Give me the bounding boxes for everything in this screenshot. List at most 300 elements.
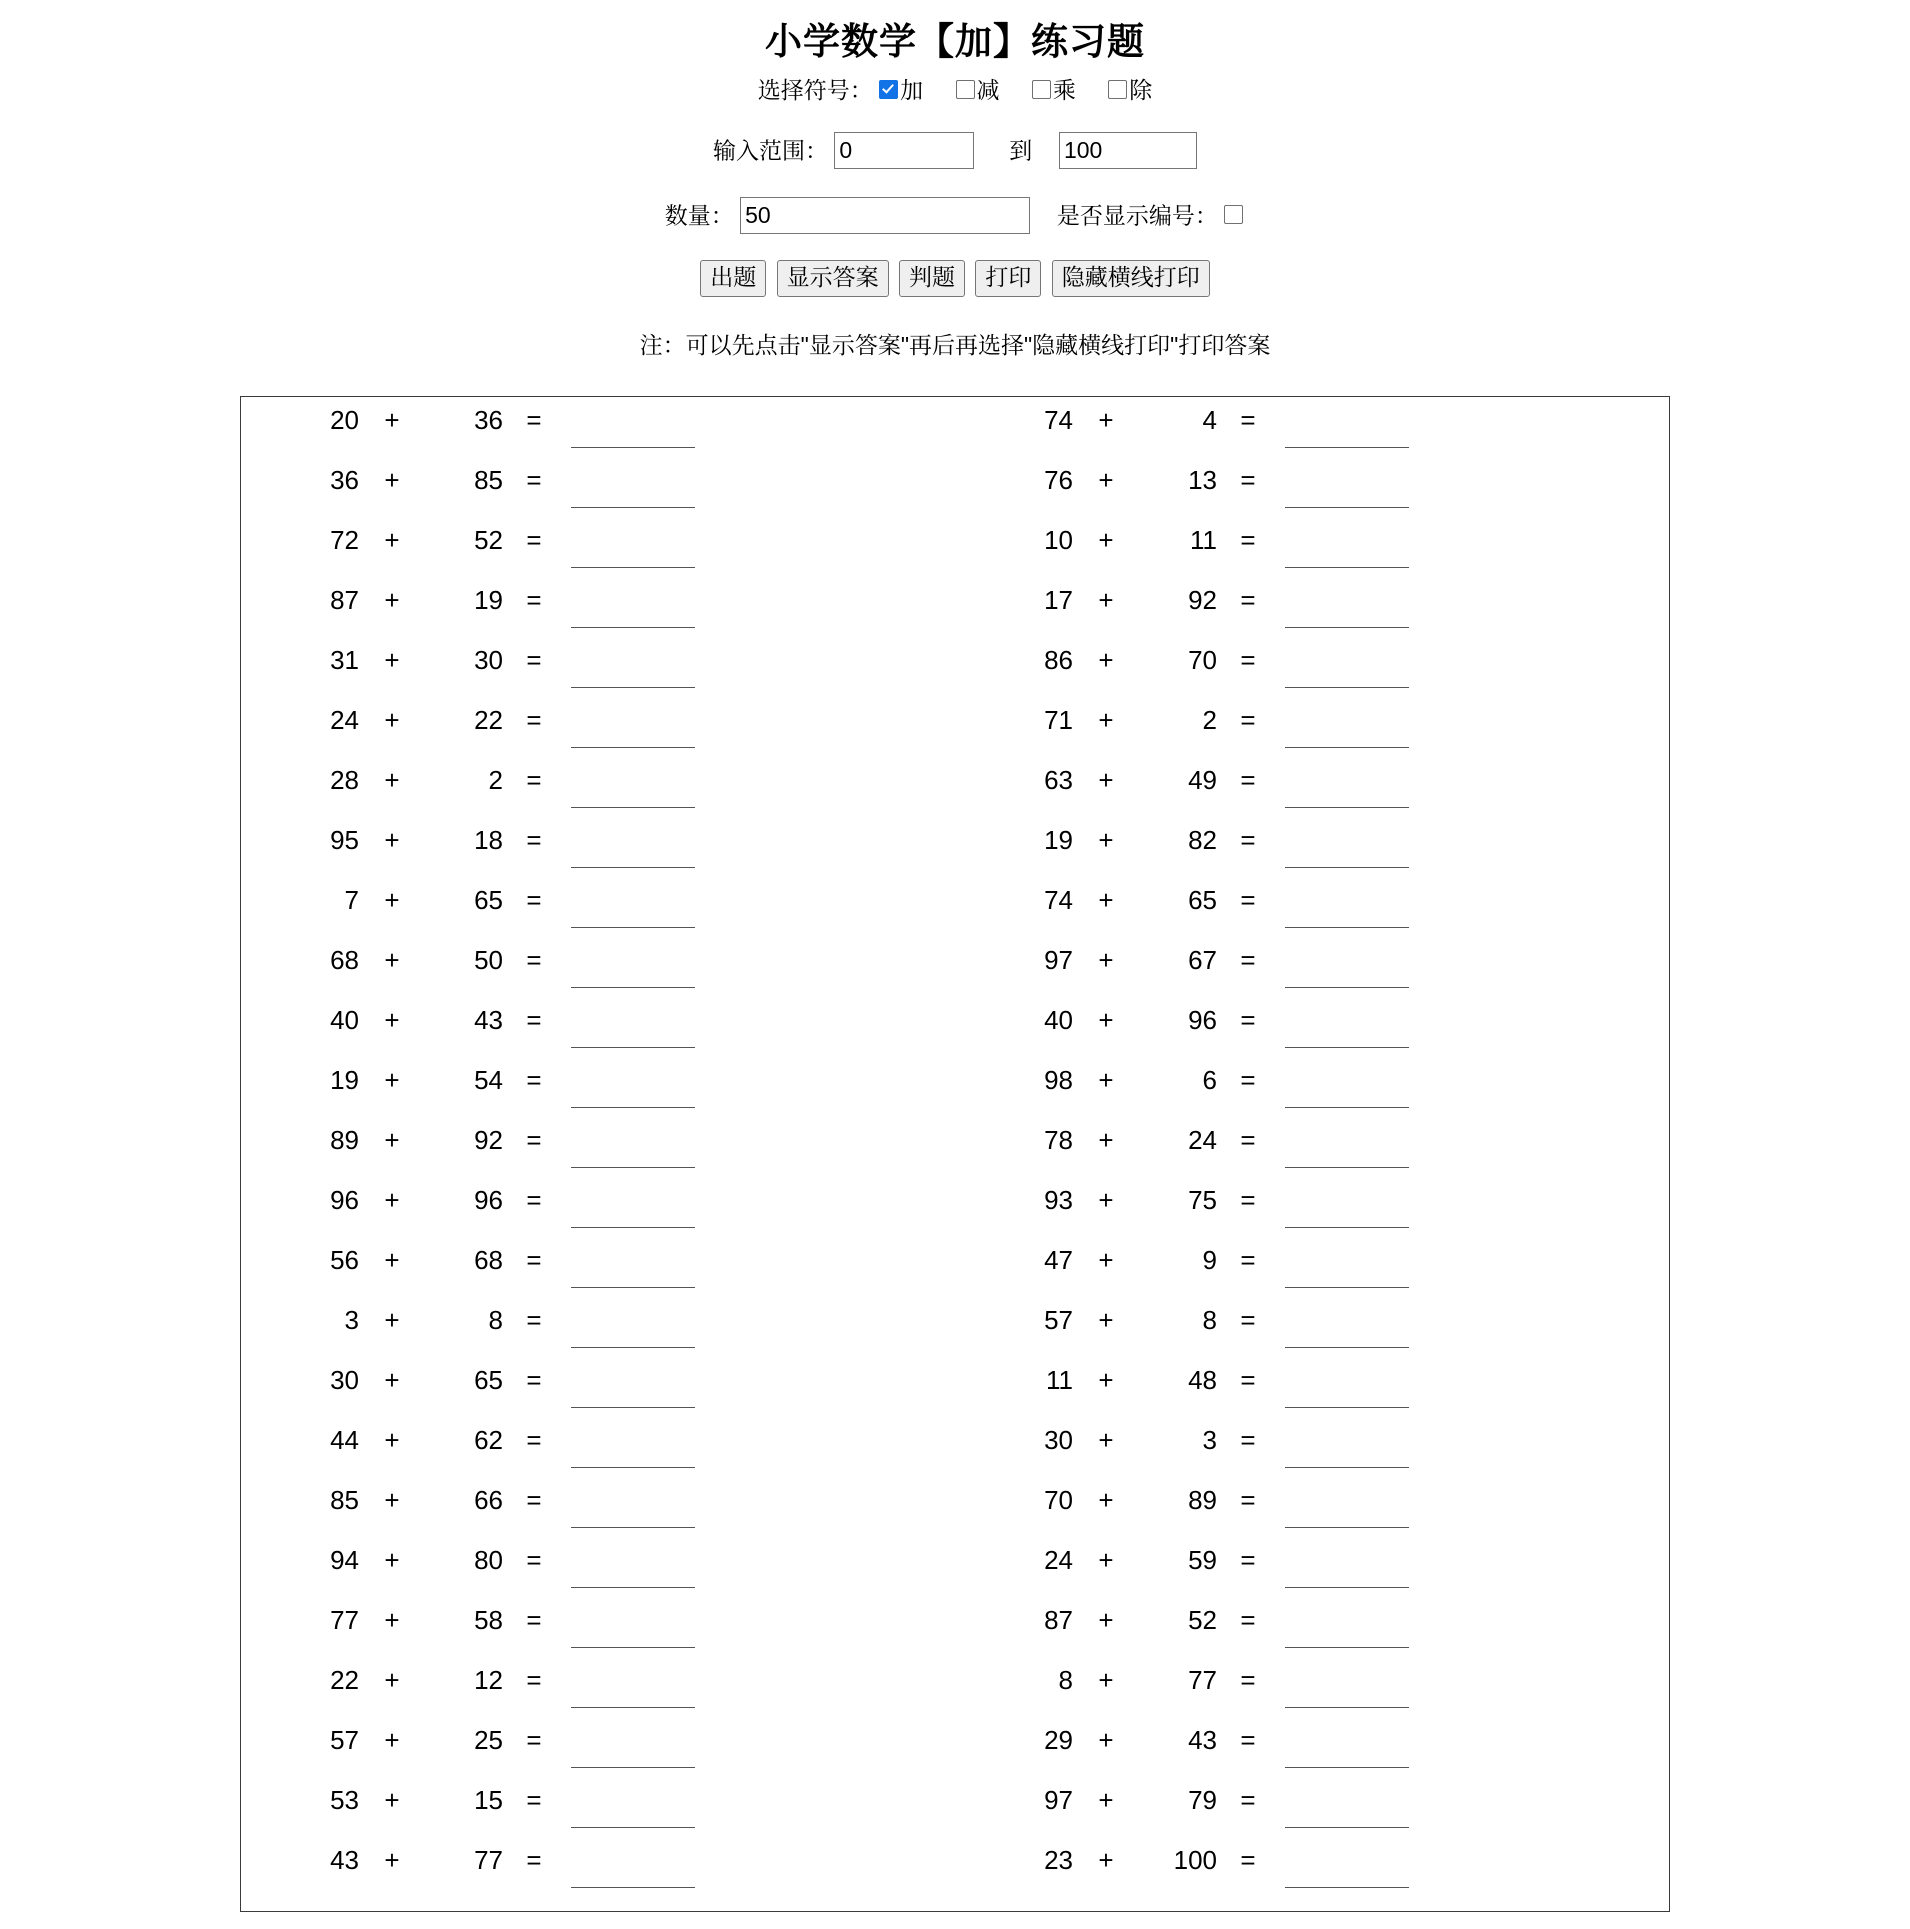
operand-b: 79 <box>1188 1785 1217 1816</box>
problem-item <box>241 585 955 645</box>
problem-item <box>955 1125 1669 1185</box>
equals-symbol: = <box>1240 1245 1256 1276</box>
operand-a: 86 <box>1044 645 1073 676</box>
equals-symbol: = <box>526 1725 542 1756</box>
operator-symbol: + <box>1098 525 1114 556</box>
operand-a: 87 <box>1044 1605 1073 1636</box>
operand-a: 31 <box>330 645 359 676</box>
problem-grid <box>241 405 1669 1905</box>
range-label: 输入范围： <box>713 137 829 164</box>
equals-symbol: = <box>526 1065 542 1096</box>
operand-a: 3 <box>344 1305 359 1336</box>
problem-row <box>241 1665 1669 1725</box>
problem-item <box>241 1305 955 1365</box>
operand-b: 50 <box>474 945 503 976</box>
answer-blank[interactable] <box>1285 593 1409 628</box>
operator-symbol: + <box>384 1425 400 1456</box>
operand-a: 72 <box>330 525 359 556</box>
problem-row <box>241 1605 1669 1665</box>
equals-symbol: = <box>526 1605 542 1636</box>
range-max-input[interactable] <box>1059 132 1197 169</box>
operand-a: 85 <box>330 1485 359 1516</box>
operand-a: 40 <box>330 1005 359 1036</box>
operand-a: 36 <box>330 465 359 496</box>
equals-symbol: = <box>526 1365 542 1396</box>
equals-symbol: = <box>526 1245 542 1276</box>
problem-row <box>241 1845 1669 1905</box>
operand-b: 3 <box>1202 1425 1217 1456</box>
answer-blank[interactable] <box>571 1013 695 1048</box>
checkbox-multiply-icon[interactable] <box>1032 80 1051 99</box>
problem-item <box>955 1425 1669 1485</box>
checkbox-add-icon[interactable] <box>879 80 898 99</box>
operator-symbol: + <box>1098 1665 1114 1696</box>
operator-symbol: + <box>1098 1305 1114 1336</box>
equals-symbol: = <box>526 585 542 616</box>
operator-symbol: + <box>384 1125 400 1156</box>
answer-blank[interactable] <box>571 773 695 808</box>
problem-item <box>955 1605 1669 1665</box>
answer-blank[interactable] <box>1285 1253 1409 1288</box>
operator-symbol: + <box>1098 1245 1114 1276</box>
show-answers-button[interactable]: 显示答案 <box>777 260 889 297</box>
operator-symbol: + <box>1098 1425 1114 1456</box>
page-title: 小学数学【加】练习题 <box>765 21 1145 62</box>
problem-row <box>241 1125 1669 1185</box>
operator-option-divide-label: 除 <box>1129 77 1153 104</box>
count-row <box>0 197 1910 234</box>
problem-row <box>241 1305 1669 1365</box>
operand-a: 11 <box>1046 1365 1073 1396</box>
equals-symbol: = <box>526 1425 542 1456</box>
answer-blank[interactable] <box>1285 1493 1409 1528</box>
operator-option-multiply[interactable] <box>1032 75 1082 104</box>
operand-b: 43 <box>1188 1725 1217 1756</box>
operator-symbol: + <box>384 1665 400 1696</box>
problem-item <box>955 525 1669 585</box>
operand-b: 68 <box>474 1245 503 1276</box>
answer-blank[interactable] <box>571 533 695 568</box>
answer-blank[interactable] <box>1285 1673 1409 1708</box>
problem-item <box>241 1065 955 1125</box>
problem-item <box>955 1785 1669 1845</box>
operator-symbol: + <box>1098 1125 1114 1156</box>
answer-blank[interactable] <box>1285 833 1409 868</box>
problem-item <box>955 1065 1669 1125</box>
equals-symbol: = <box>1240 1725 1256 1756</box>
operator-symbol: + <box>384 1605 400 1636</box>
answer-blank[interactable] <box>1285 1793 1409 1828</box>
problem-item <box>955 1305 1669 1365</box>
operand-b: 89 <box>1188 1485 1217 1516</box>
operator-symbol: + <box>1098 1365 1114 1396</box>
equals-symbol: = <box>1240 1485 1256 1516</box>
problem-item <box>241 1605 955 1665</box>
operand-b: 8 <box>1202 1305 1217 1336</box>
operand-a: 24 <box>330 705 359 736</box>
operator-symbol: + <box>384 525 400 556</box>
operator-symbol: + <box>1098 885 1114 916</box>
equals-symbol: = <box>1240 585 1256 616</box>
checkbox-show-number-icon[interactable] <box>1224 205 1243 224</box>
print-button[interactable]: 打印 <box>975 260 1041 297</box>
problem-item <box>241 1245 955 1305</box>
operator-symbol: + <box>384 1245 400 1276</box>
answer-blank[interactable] <box>1285 1373 1409 1408</box>
equals-symbol: = <box>1240 1305 1256 1336</box>
answer-blank[interactable] <box>1285 653 1409 688</box>
problem-item <box>241 1365 955 1425</box>
equals-symbol: = <box>526 465 542 496</box>
equals-symbol: = <box>526 1185 542 1216</box>
answer-blank[interactable] <box>571 1493 695 1528</box>
operand-a: 24 <box>1044 1545 1073 1576</box>
problem-row <box>241 1485 1669 1545</box>
operand-b: 82 <box>1188 825 1217 856</box>
operand-a: 97 <box>1044 945 1073 976</box>
answer-blank[interactable] <box>1285 1313 1409 1348</box>
operand-b: 19 <box>474 585 503 616</box>
operand-a: 68 <box>330 945 359 976</box>
operator-symbol: + <box>384 1845 400 1876</box>
operator-symbol: + <box>384 1305 400 1336</box>
operator-symbol: + <box>384 645 400 676</box>
problem-item <box>241 1485 955 1545</box>
operand-a: 98 <box>1044 1065 1073 1096</box>
operand-b: 15 <box>474 1785 503 1816</box>
answer-blank[interactable] <box>571 713 695 748</box>
checkbox-divide-icon[interactable] <box>1108 80 1127 99</box>
problem-row <box>241 1365 1669 1425</box>
operand-a: 29 <box>1044 1725 1073 1756</box>
problem-row <box>241 465 1669 525</box>
operand-b: 36 <box>474 405 503 436</box>
operand-b: 77 <box>1188 1665 1217 1696</box>
operator-symbol: + <box>384 1785 400 1816</box>
operand-a: 76 <box>1044 465 1073 496</box>
operator-symbol: + <box>1098 585 1114 616</box>
operand-a: 57 <box>1044 1305 1073 1336</box>
operand-b: 96 <box>1188 1005 1217 1036</box>
answer-blank[interactable] <box>571 1553 695 1588</box>
equals-symbol: = <box>526 1785 542 1816</box>
problem-row <box>241 645 1669 705</box>
answer-blank[interactable] <box>1285 1613 1409 1648</box>
answer-blank[interactable] <box>571 1433 695 1468</box>
operator-symbol: + <box>384 405 400 436</box>
operand-a: 10 <box>1044 525 1073 556</box>
operand-b: 12 <box>474 1665 503 1696</box>
equals-symbol: = <box>1240 1005 1256 1036</box>
problem-item <box>955 465 1669 525</box>
answer-blank[interactable] <box>571 1193 695 1228</box>
checkbox-subtract-icon[interactable] <box>956 80 975 99</box>
equals-symbol: = <box>1240 1425 1256 1456</box>
equals-symbol: = <box>526 1305 542 1336</box>
answer-blank[interactable] <box>1285 1553 1409 1588</box>
answer-blank[interactable] <box>571 413 695 448</box>
equals-symbol: = <box>526 405 542 436</box>
equals-symbol: = <box>1240 705 1256 736</box>
equals-symbol: = <box>526 705 542 736</box>
problem-row <box>241 945 1669 1005</box>
answer-blank[interactable] <box>1285 773 1409 808</box>
operand-b: 2 <box>488 765 503 796</box>
answer-blank[interactable] <box>1285 473 1409 508</box>
operand-b: 30 <box>474 645 503 676</box>
answer-blank[interactable] <box>571 893 695 928</box>
operator-option-multiply-label: 乘 <box>1052 77 1076 104</box>
answer-blank[interactable] <box>571 1373 695 1408</box>
operand-b: 22 <box>474 705 503 736</box>
operand-a: 44 <box>330 1425 359 1456</box>
problem-item <box>241 465 955 525</box>
problem-row <box>241 405 1669 465</box>
operator-symbol: + <box>1098 1065 1114 1096</box>
print-without-lines-button[interactable]: 隐藏横线打印 <box>1052 260 1210 297</box>
problem-item <box>955 885 1669 945</box>
problem-item <box>241 1725 955 1785</box>
operator-symbol: + <box>384 465 400 496</box>
answer-blank[interactable] <box>571 473 695 508</box>
equals-symbol: = <box>1240 405 1256 436</box>
operator-symbol: + <box>1098 705 1114 736</box>
operator-symbol: + <box>384 1725 400 1756</box>
operand-a: 74 <box>1044 405 1073 436</box>
operator-symbol: + <box>1098 1185 1114 1216</box>
problem-item <box>241 825 955 885</box>
operator-symbol: + <box>1098 825 1114 856</box>
operand-b: 49 <box>1188 765 1217 796</box>
equals-symbol: = <box>526 525 542 556</box>
operator-symbol: + <box>384 1545 400 1576</box>
operator-symbol: + <box>1098 465 1114 496</box>
equals-symbol: = <box>526 765 542 796</box>
operator-symbol: + <box>1098 645 1114 676</box>
operand-a: 40 <box>1044 1005 1073 1036</box>
operand-a: 17 <box>1044 585 1073 616</box>
operand-b: 80 <box>474 1545 503 1576</box>
operator-selector-label: 选择符号： <box>757 77 873 104</box>
answer-blank[interactable] <box>571 1853 695 1888</box>
operand-a: 96 <box>330 1185 359 1216</box>
answer-blank[interactable] <box>571 1793 695 1828</box>
operand-a: 57 <box>330 1725 359 1756</box>
answer-blank[interactable] <box>1285 713 1409 748</box>
answer-blank[interactable] <box>571 1733 695 1768</box>
answer-blank[interactable] <box>1285 893 1409 928</box>
operand-b: 92 <box>474 1125 503 1156</box>
problem-row <box>241 1245 1669 1305</box>
problem-row <box>241 1185 1669 1245</box>
operand-b: 92 <box>1188 585 1217 616</box>
answer-blank[interactable] <box>1285 953 1409 988</box>
problem-item <box>955 765 1669 825</box>
operand-b: 24 <box>1188 1125 1217 1156</box>
operand-b: 13 <box>1188 465 1217 496</box>
operand-a: 71 <box>1044 705 1073 736</box>
problem-item <box>241 765 955 825</box>
equals-symbol: = <box>526 1005 542 1036</box>
equals-symbol: = <box>1240 465 1256 496</box>
problem-row <box>241 585 1669 645</box>
operator-symbol: + <box>384 1185 400 1216</box>
equals-symbol: = <box>526 1845 542 1876</box>
operand-b: 52 <box>474 525 503 556</box>
equals-symbol: = <box>526 945 542 976</box>
answer-blank[interactable] <box>1285 1733 1409 1768</box>
equals-symbol: = <box>1240 645 1256 676</box>
answer-blank[interactable] <box>1285 1133 1409 1168</box>
operand-a: 30 <box>1044 1425 1073 1456</box>
generate-button[interactable]: 出题 <box>700 260 766 297</box>
answer-blank[interactable] <box>1285 1433 1409 1468</box>
operand-a: 43 <box>330 1845 359 1876</box>
show-number-label: 是否显示编号： <box>1056 202 1218 229</box>
operand-a: 7 <box>344 885 359 916</box>
operand-b: 67 <box>1188 945 1217 976</box>
operand-a: 77 <box>330 1605 359 1636</box>
equals-symbol: = <box>526 885 542 916</box>
operand-b: 58 <box>474 1605 503 1636</box>
operator-symbol: + <box>384 825 400 856</box>
operator-symbol: + <box>1098 1845 1114 1876</box>
operator-symbol: + <box>384 765 400 796</box>
operand-a: 70 <box>1044 1485 1073 1516</box>
problem-item <box>241 1425 955 1485</box>
answer-blank[interactable] <box>1285 413 1409 448</box>
problem-row <box>241 1005 1669 1065</box>
operand-a: 87 <box>330 585 359 616</box>
operand-b: 25 <box>474 1725 503 1756</box>
count-input[interactable] <box>740 197 1030 234</box>
problem-item <box>241 645 955 705</box>
problem-item <box>241 1005 955 1065</box>
answer-blank[interactable] <box>571 953 695 988</box>
operator-symbol: + <box>1098 1785 1114 1816</box>
answer-blank[interactable] <box>1285 1013 1409 1048</box>
operand-a: 93 <box>1044 1185 1073 1216</box>
equals-symbol: = <box>1240 1845 1256 1876</box>
operator-symbol: + <box>384 1365 400 1396</box>
answer-blank[interactable] <box>1285 1853 1409 1888</box>
problem-row <box>241 1425 1669 1485</box>
equals-symbol: = <box>526 1485 542 1516</box>
answer-blank[interactable] <box>571 833 695 868</box>
operator-symbol: + <box>1098 945 1114 976</box>
operand-b: 11 <box>1190 525 1217 556</box>
range-to-label: 到 <box>1009 137 1033 164</box>
range-min-input[interactable] <box>834 132 974 169</box>
count-label: 数量： <box>664 202 734 229</box>
operand-a: 53 <box>330 1785 359 1816</box>
answer-blank[interactable] <box>571 653 695 688</box>
problem-row <box>241 885 1669 945</box>
operand-a: 97 <box>1044 1785 1073 1816</box>
problem-item <box>955 645 1669 705</box>
problem-row <box>241 825 1669 885</box>
answer-blank[interactable] <box>1285 533 1409 568</box>
problem-row <box>241 1065 1669 1125</box>
problem-item <box>955 405 1669 465</box>
range-row <box>0 132 1910 169</box>
operand-b: 54 <box>474 1065 503 1096</box>
problem-item <box>955 1845 1669 1905</box>
answer-blank[interactable] <box>571 1673 695 1708</box>
operator-option-divide[interactable] <box>1108 75 1153 104</box>
problem-item <box>241 1185 955 1245</box>
operator-symbol: + <box>384 705 400 736</box>
equals-symbol: = <box>1240 1125 1256 1156</box>
operand-b: 6 <box>1202 1065 1217 1096</box>
problem-row <box>241 705 1669 765</box>
operand-b: 65 <box>474 885 503 916</box>
problem-item <box>955 1665 1669 1725</box>
answer-blank[interactable] <box>571 1613 695 1648</box>
problem-item <box>241 1785 955 1845</box>
operator-symbol: + <box>1098 1605 1114 1636</box>
problem-item <box>955 1245 1669 1305</box>
equals-symbol: = <box>1240 765 1256 796</box>
problem-item <box>241 405 955 465</box>
operand-a: 47 <box>1044 1245 1073 1276</box>
operand-a: 95 <box>330 825 359 856</box>
problem-item <box>241 1125 955 1185</box>
equals-symbol: = <box>1240 1605 1256 1636</box>
operator-option-subtract-label: 减 <box>976 77 1000 104</box>
problem-item <box>955 1365 1669 1425</box>
operator-selector-row <box>0 72 1910 106</box>
equals-symbol: = <box>1240 945 1256 976</box>
operator-symbol: + <box>384 945 400 976</box>
equals-symbol: = <box>1240 1785 1256 1816</box>
answer-blank[interactable] <box>571 1073 695 1108</box>
problem-item <box>241 1545 955 1605</box>
operator-option-subtract[interactable] <box>956 75 1006 104</box>
operator-symbol: + <box>1098 405 1114 436</box>
problem-row <box>241 1725 1669 1785</box>
problem-item <box>955 585 1669 645</box>
operand-b: 59 <box>1188 1545 1217 1576</box>
operator-option-add-label: 加 <box>900 77 924 104</box>
operator-symbol: + <box>384 1005 400 1036</box>
answer-blank[interactable] <box>571 1133 695 1168</box>
answer-blank[interactable] <box>1285 1193 1409 1228</box>
operator-option-add[interactable] <box>879 75 929 104</box>
problem-item <box>955 1005 1669 1065</box>
problem-item <box>955 705 1669 765</box>
operand-b: 62 <box>474 1425 503 1456</box>
operator-symbol: + <box>1098 1725 1114 1756</box>
problem-item <box>241 525 955 585</box>
check-answers-button[interactable]: 判题 <box>899 260 965 297</box>
operand-b: 66 <box>474 1485 503 1516</box>
problem-item <box>241 885 955 945</box>
answer-blank[interactable] <box>1285 1073 1409 1108</box>
problem-row <box>241 765 1669 825</box>
operand-a: 20 <box>330 405 359 436</box>
problem-item <box>241 705 955 765</box>
answer-blank[interactable] <box>571 1313 695 1348</box>
operator-symbol: + <box>384 885 400 916</box>
answer-blank[interactable] <box>571 593 695 628</box>
operand-b: 8 <box>488 1305 503 1336</box>
operand-a: 19 <box>1044 825 1073 856</box>
equals-symbol: = <box>1240 1365 1256 1396</box>
problem-item <box>955 1545 1669 1605</box>
answer-blank[interactable] <box>571 1253 695 1288</box>
operand-b: 9 <box>1202 1245 1217 1276</box>
